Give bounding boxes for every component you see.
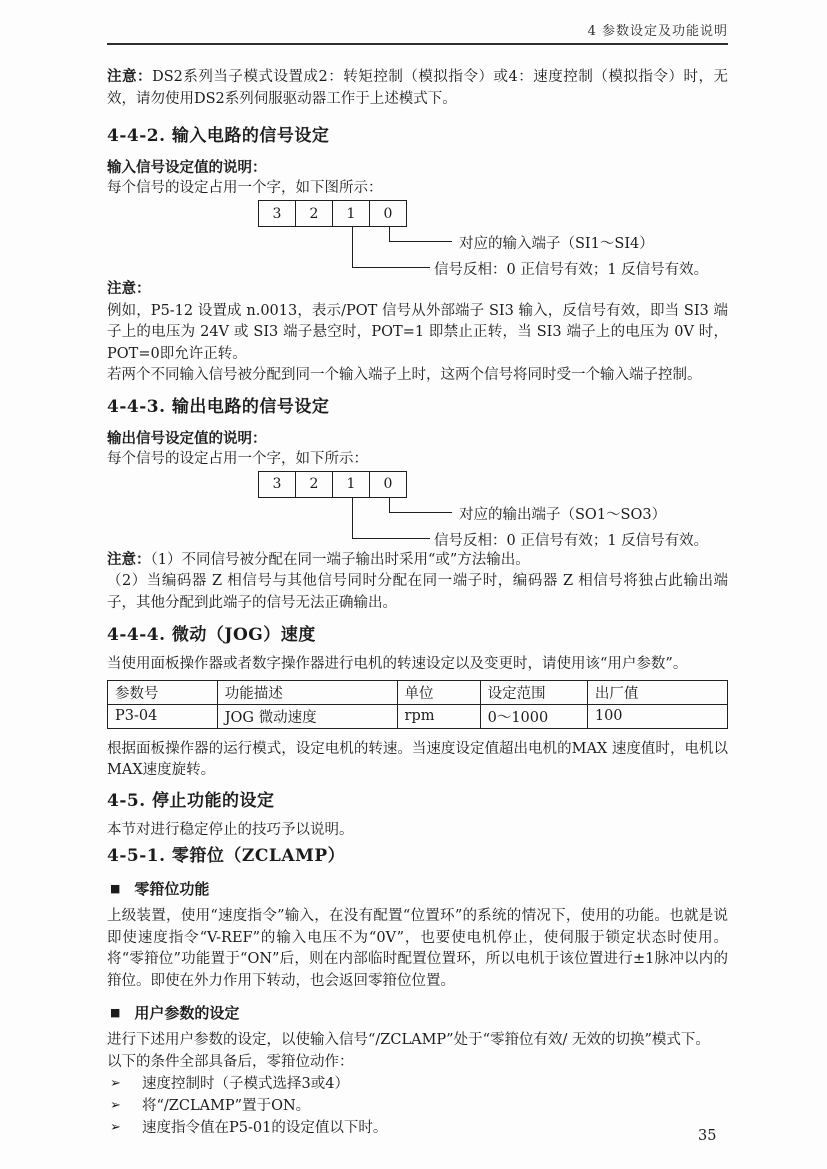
note-text: DS2系列当子模式设置成2：转矩控制（模拟指令）或4：速度控制（模拟指令）时，无效，请勿使用DS2系列伺服驱动器工作于上述模式下。 [107,69,729,107]
header-chapter-title: 4 参数设定及功能说明 [587,24,728,39]
arrow-bullet-icon: ➢ [110,1076,121,1091]
user-parameter-bullet [107,1002,728,1023]
cell-default: 100 [587,704,727,728]
cell-range: 0～1000 [480,704,587,728]
output-bit-diagram [107,471,728,549]
bit-cell-3: 3 [259,472,296,497]
input-signal-intro: 每个信号的设定占用一个字，如下图所示： [107,180,383,196]
input-signal-subtitle: 输入信号设定值的说明： [107,159,267,176]
invert-callout-text: 信号反相：0 正信号有效；1 反信号有效。 [434,532,709,549]
bit-cell-2: 2 [296,472,333,497]
output-signal-subtitle: 输出信号设定值的说明： [107,429,267,447]
list-item [107,1073,728,1095]
zclamp-function-paragraph: 上级装置，使用“速度指令”输入，在没有配置“位置环”的系统的情况下，使用的功能。也就是说即使速度指令“V-REF”的输入电压不为“0V”，也要使电机停止，使伺服于锁定状态时使用。将“零箝位”功能置于“ON”后，则在内部临时配置位置环，所以电机于该位置进行±1脉冲以内的箝位。即使在外力作用下转动，也会返回零箝位位置。 [107,908,728,989]
user-parameter-paragraph: 进行下述用户参数的设定，以使输入信号“/ZCLAMP”处于“零箝位有效/ 无效的切换”模式下。 [107,1032,710,1048]
user-parameter-title: 用户参数的设定 [134,1004,240,1022]
table-row [108,704,728,728]
zclamp-function-title: 零箝位功能 [134,880,210,898]
header-divider [107,43,728,45]
jog-parameter-table [107,680,728,729]
col-header-default: 出厂值 [587,680,727,704]
bit-cell-0: 0 [383,476,393,492]
invert-connector-line [352,227,430,268]
section-title-4-5: 4-5. 停止功能的设定 [107,790,275,811]
square-bullet-icon: ■ [110,882,121,895]
input-note-extra: 若两个不同输入信号被分配到同一个输入端子上时，这两个信号将同时受一个输入端子控制。 [107,367,702,383]
top-note-paragraph [107,66,728,110]
cell-param-no: P3-04 [108,704,218,728]
invert-callout-text: 信号反相：0 正信号有效；1 反信号有效。 [434,262,709,278]
note-label: 注意： [107,550,151,568]
invert-connector-line [352,498,430,539]
list-item-text: 将“/ZCLAMP”置于ON。 [142,1098,311,1114]
note-label: 注意： [107,68,153,85]
section-title-4-4-3: 4-4-3. 输出电路的信号设定 [107,396,330,417]
output-note-line1: （1）不同信号被分配在同一端子输出时采用“或”方法输出。 [150,551,530,568]
list-item-text: 速度控制时（子模式选择3或4） [142,1076,349,1092]
col-header-unit: 单位 [397,680,480,704]
arrow-bullet-icon: ➢ [110,1098,121,1113]
square-bullet-icon: ■ [110,1006,121,1019]
stop-function-intro: 本节对进行稳定停止的技巧予以说明。 [107,821,354,838]
table-header-row [108,680,728,704]
col-header-range: 设定范围 [480,680,587,704]
input-note-example: 例如，P5-12 设置成 n.0013，表示/POT 信号从外部端子 SI3 输入，反信号有效，即当 SI3 端子上的电压为 24V 或 SI3 端子悬空时，POT=1 即禁止正转，当 SI3 端子上的电压为 0V 时，POT=0即允许正转。 [107,302,728,362]
jog-intro: 当使用面板操作器或者数字操作器进行电机的转速设定以及变更时，请使用该“用户参数”。 [107,656,688,672]
bit-box-row [258,471,407,498]
page-content [0,66,827,1139]
arrow-bullet-icon: ➢ [110,1120,121,1135]
bit-cell-3: 3 [259,201,296,226]
cell-description: JOG 微动速度 [217,704,397,728]
list-item [107,1095,728,1117]
section-title-4-4-2: 4-4-2. 输入电路的信号设定 [107,126,330,146]
input-bit-diagram [107,200,728,278]
conditions-intro: 以下的条件全部具备后，零箝位动作： [107,1053,354,1070]
page-header [0,0,827,39]
section-title-4-5-1: 4-5-1. 零箝位（ZCLAMP） [107,846,346,866]
note-label: 注意： [107,280,151,297]
section-title-4-4-4: 4-4-4. 微动（JOG）速度 [107,625,316,645]
cell-unit: rpm [397,704,480,728]
bit-box-row [258,200,407,227]
terminal-callout-text: 对应的输出端子（SO1～SO3） [459,506,667,523]
terminal-callout-text: 对应的输入端子（SI1～SI4） [459,236,654,252]
list-item-text: 速度指令值在P5-01的设定值以下时。 [142,1120,388,1136]
col-header-param-no: 参数号 [108,680,218,704]
output-signal-intro: 每个信号的设定占用一个字，如下所示： [107,450,368,467]
bit-cell-1: 1 [333,201,370,226]
jog-after-table-paragraph: 根据面板操作器的运行模式，设定电机的转速。当速度设定值超出电机的MAX 速度值时，电机以MAX速度旋转。 [107,740,728,778]
bit-cell-0: 0 [383,205,393,222]
bit-cell-1: 1 [333,472,370,497]
col-header-description: 功能描述 [217,680,397,704]
page-number: 35 [698,1128,717,1144]
list-item [107,1117,728,1139]
bit-cell-2: 2 [296,201,333,226]
zclamp-function-bullet [107,878,728,899]
output-note-line2: （2）当编码器 Z 相信号与其他信号同时分配在同一端子时，编码器 Z 相信号将独占此输出端子，其他分配到此端子的信号无法正确输出。 [107,573,728,611]
